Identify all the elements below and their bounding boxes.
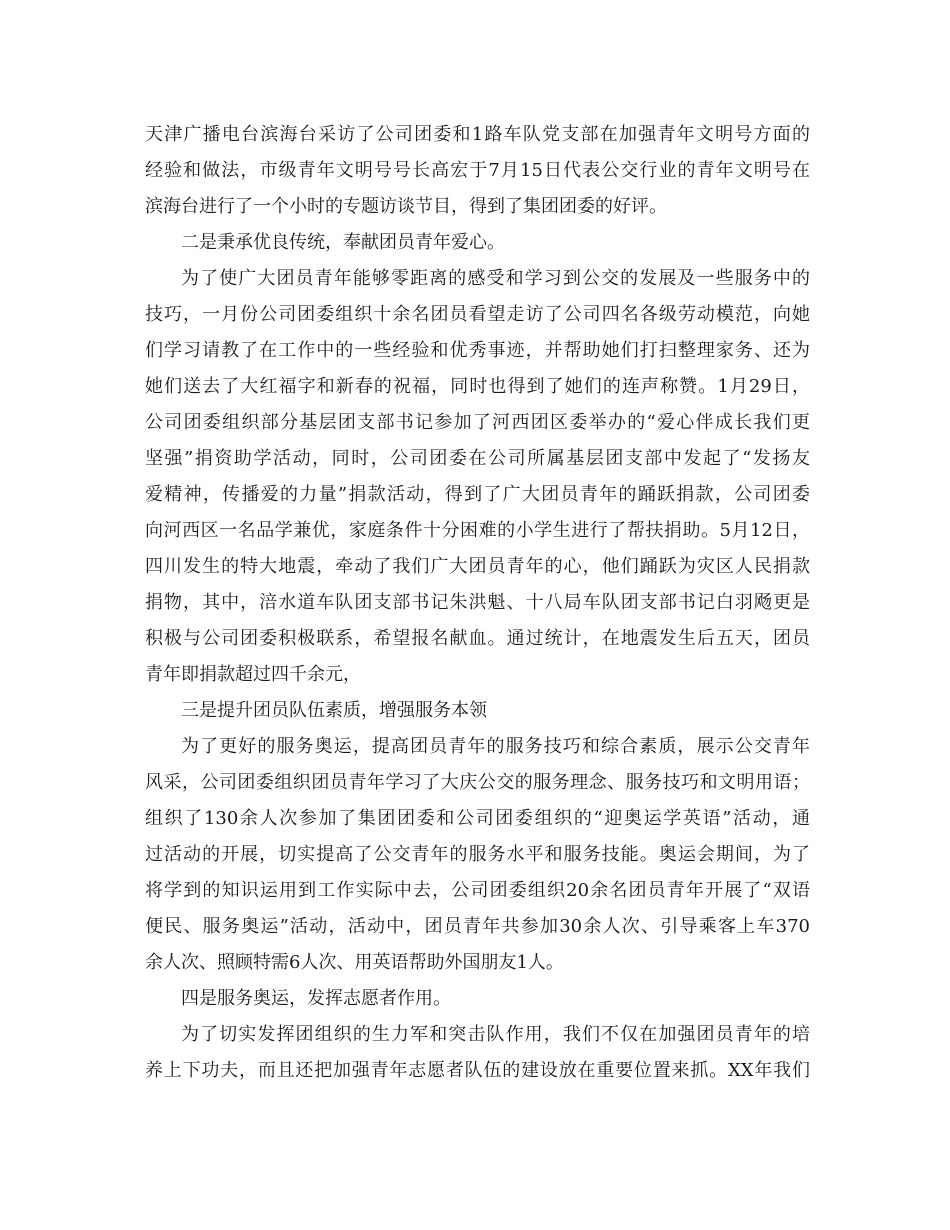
- text-line: 公司团委组织部分基层团支部书记参加了河西团区委举办的“爱心伴成长我们更: [145, 412, 810, 433]
- text-line: 为了使广大团员青年能够零距离的感受和学习到公交的发展及一些服务中的: [181, 268, 810, 289]
- text-line: 为了更好的服务奥运，提高团员青年的服务技巧和综合素质，展示公交青年: [181, 736, 810, 757]
- section-heading: 四是服务奥运，发挥志愿者作用。: [181, 988, 451, 1009]
- text-line: 坚强”捐资助学活动，同时，公司团委在公司所属基层团支部中发起了“发扬友: [145, 448, 810, 469]
- text-line: 四川发生的特大地震，牵动了我们广大团员青年的心，他们踊跃为灾区人民捐款: [145, 556, 810, 577]
- text-line: 滨海台进行了一个小时的专题访谈节目，得到了集团团委的好评。: [145, 196, 667, 217]
- text-line: 养上下功夫，而且还把加强青年志愿者队伍的建设放在重要位置来抓。XX年我们: [145, 1060, 810, 1081]
- section-heading: 三是提升团员队伍素质，增强服务本领: [181, 700, 487, 721]
- text-line: 为了切实发挥团组织的生力军和突击队作用，我们不仅在加强团员青年的培: [181, 1024, 810, 1045]
- text-line: 组织了130余人次参加了集团团委和公司团委组织的“迎奥运学英语”活动，通: [145, 808, 810, 829]
- text-line: 过活动的开展，切实提高了公交青年的服务水平和服务技能。奥运会期间，为了: [145, 844, 810, 865]
- text-line: 捐物，其中，涪水道车队团支部书记朱洪魁、十八局车队团支部书记白羽飏更是: [145, 592, 810, 613]
- section-heading: 二是秉承优良传统，奉献团员青年爱心。: [181, 232, 505, 253]
- text-line: 积极与公司团委积极联系，希望报名献血。通过统计，在地震发生后五天，团员: [145, 628, 810, 649]
- text-line: 她们送去了大红福字和新春的祝福，同时也得到了她们的连声称赞。1月29日，: [145, 376, 810, 397]
- text-line: 风采，公司团委组织团员青年学习了大庆公交的服务理念、服务技巧和文明用语；: [145, 772, 810, 793]
- document-body: [145, 117, 810, 1089]
- text-line: 余人次、照顾特需6人次、用英语帮助外国朋友1人。: [145, 952, 564, 973]
- text-line: 将学到的知识运用到工作实际中去，公司团委组织20余名团员青年开展了“双语: [145, 880, 810, 901]
- text-line: 向河西区一名品学兼优，家庭条件十分困难的小学生进行了帮扶捐助。5月12日，: [145, 520, 810, 541]
- text-line: 经验和做法，市级青年文明号号长高宏于7月15日代表公交行业的青年文明号在: [145, 160, 810, 181]
- text-line: 们学习请教了在工作中的一些经验和优秀事迹，并帮助她们打扫整理家务、还为: [145, 340, 810, 361]
- text-line: 爱精神，传播爱的力量”捐款活动，得到了广大团员青年的踊跃捐款，公司团委: [145, 484, 810, 505]
- text-line: 技巧，一月份公司团委组织十余名团员看望走访了公司四名各级劳动模范，向她: [145, 304, 810, 325]
- text-line: 便民、服务奥运”活动，活动中，团员青年共参加30余人次、引导乘客上车370: [145, 916, 810, 937]
- text-line: 天津广播电台滨海台采访了公司团委和1路车队党支部在加强青年文明号方面的: [145, 124, 810, 145]
- text-line: 青年即捐款超过四千余元，: [145, 664, 361, 685]
